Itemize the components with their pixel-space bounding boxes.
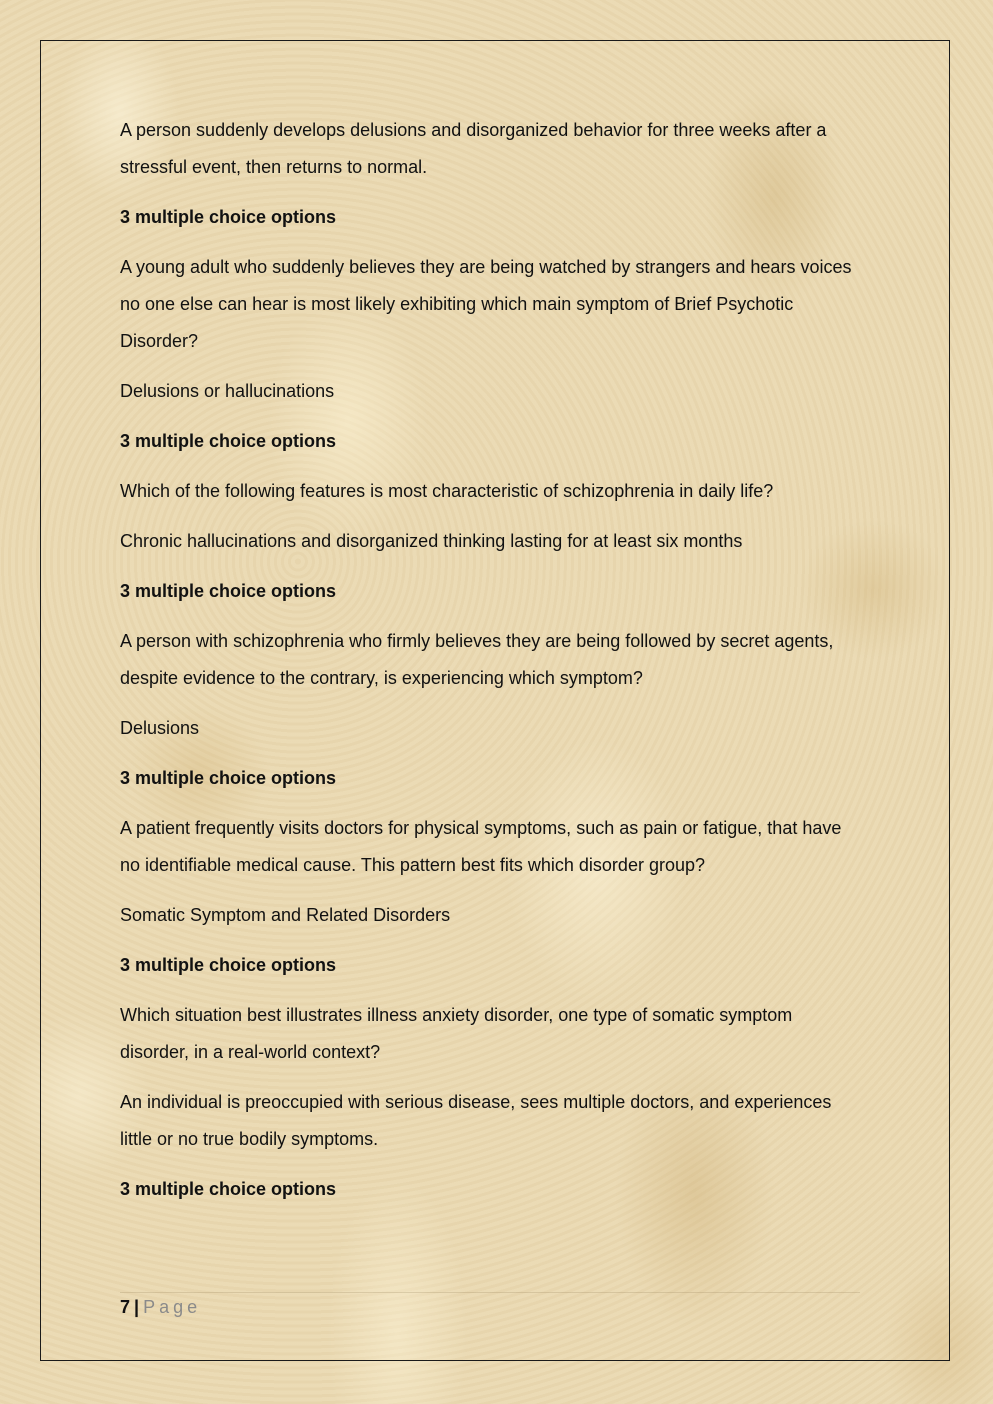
body-paragraph: A young adult who suddenly believes they are being watched by strangers and hears voices no one else can hear is most likely exhibiting which main symptom of Brief Psychotic Disorder? [120,257,852,351]
page-label: Page [143,1297,202,1317]
options-heading: 3 multiple choice options [120,581,337,601]
body-paragraph: Which situation best illustrates illness anxiety disorder, one type of somatic symptom disorder, in a real-world context? [120,1005,793,1062]
options-heading: 3 multiple choice options [120,207,337,227]
page-separator: | [134,1297,140,1317]
body-paragraph: Somatic Symptom and Related Disorders [120,905,451,925]
body-paragraph: A patient frequently visits doctors for physical symptoms, such as pain or fatigue, that have no identifiable medical cause. This pattern best fits which disorder group? [120,818,842,875]
body-paragraph: Delusions [120,718,200,738]
page-footer [120,1294,201,1320]
body-paragraph: A person suddenly develops delusions and disorganized behavior for three weeks after a stressful event, then returns to normal. [120,120,827,177]
options-heading: 3 multiple choice options [120,1179,337,1199]
footer-rule [120,1292,860,1293]
body-paragraph: Delusions or hallucinations [120,381,335,401]
options-heading: 3 multiple choice options [120,431,337,451]
options-heading: 3 multiple choice options [120,955,337,975]
body-paragraph: Which of the following features is most characteristic of schizophrenia in daily life? [120,481,774,501]
body-paragraph: A person with schizophrenia who firmly believes they are being followed by secret agents, despite evidence to the contrary, is experiencing which symptom? [120,631,834,688]
document-body [120,112,865,1221]
page-number: 7 [120,1297,131,1317]
body-paragraph: Chronic hallucinations and disorganized thinking lasting for at least six months [120,531,743,551]
body-paragraph: An individual is preoccupied with serious disease, sees multiple doctors, and experiences little or no true bodily symptoms. [120,1092,832,1149]
options-heading: 3 multiple choice options [120,768,337,788]
